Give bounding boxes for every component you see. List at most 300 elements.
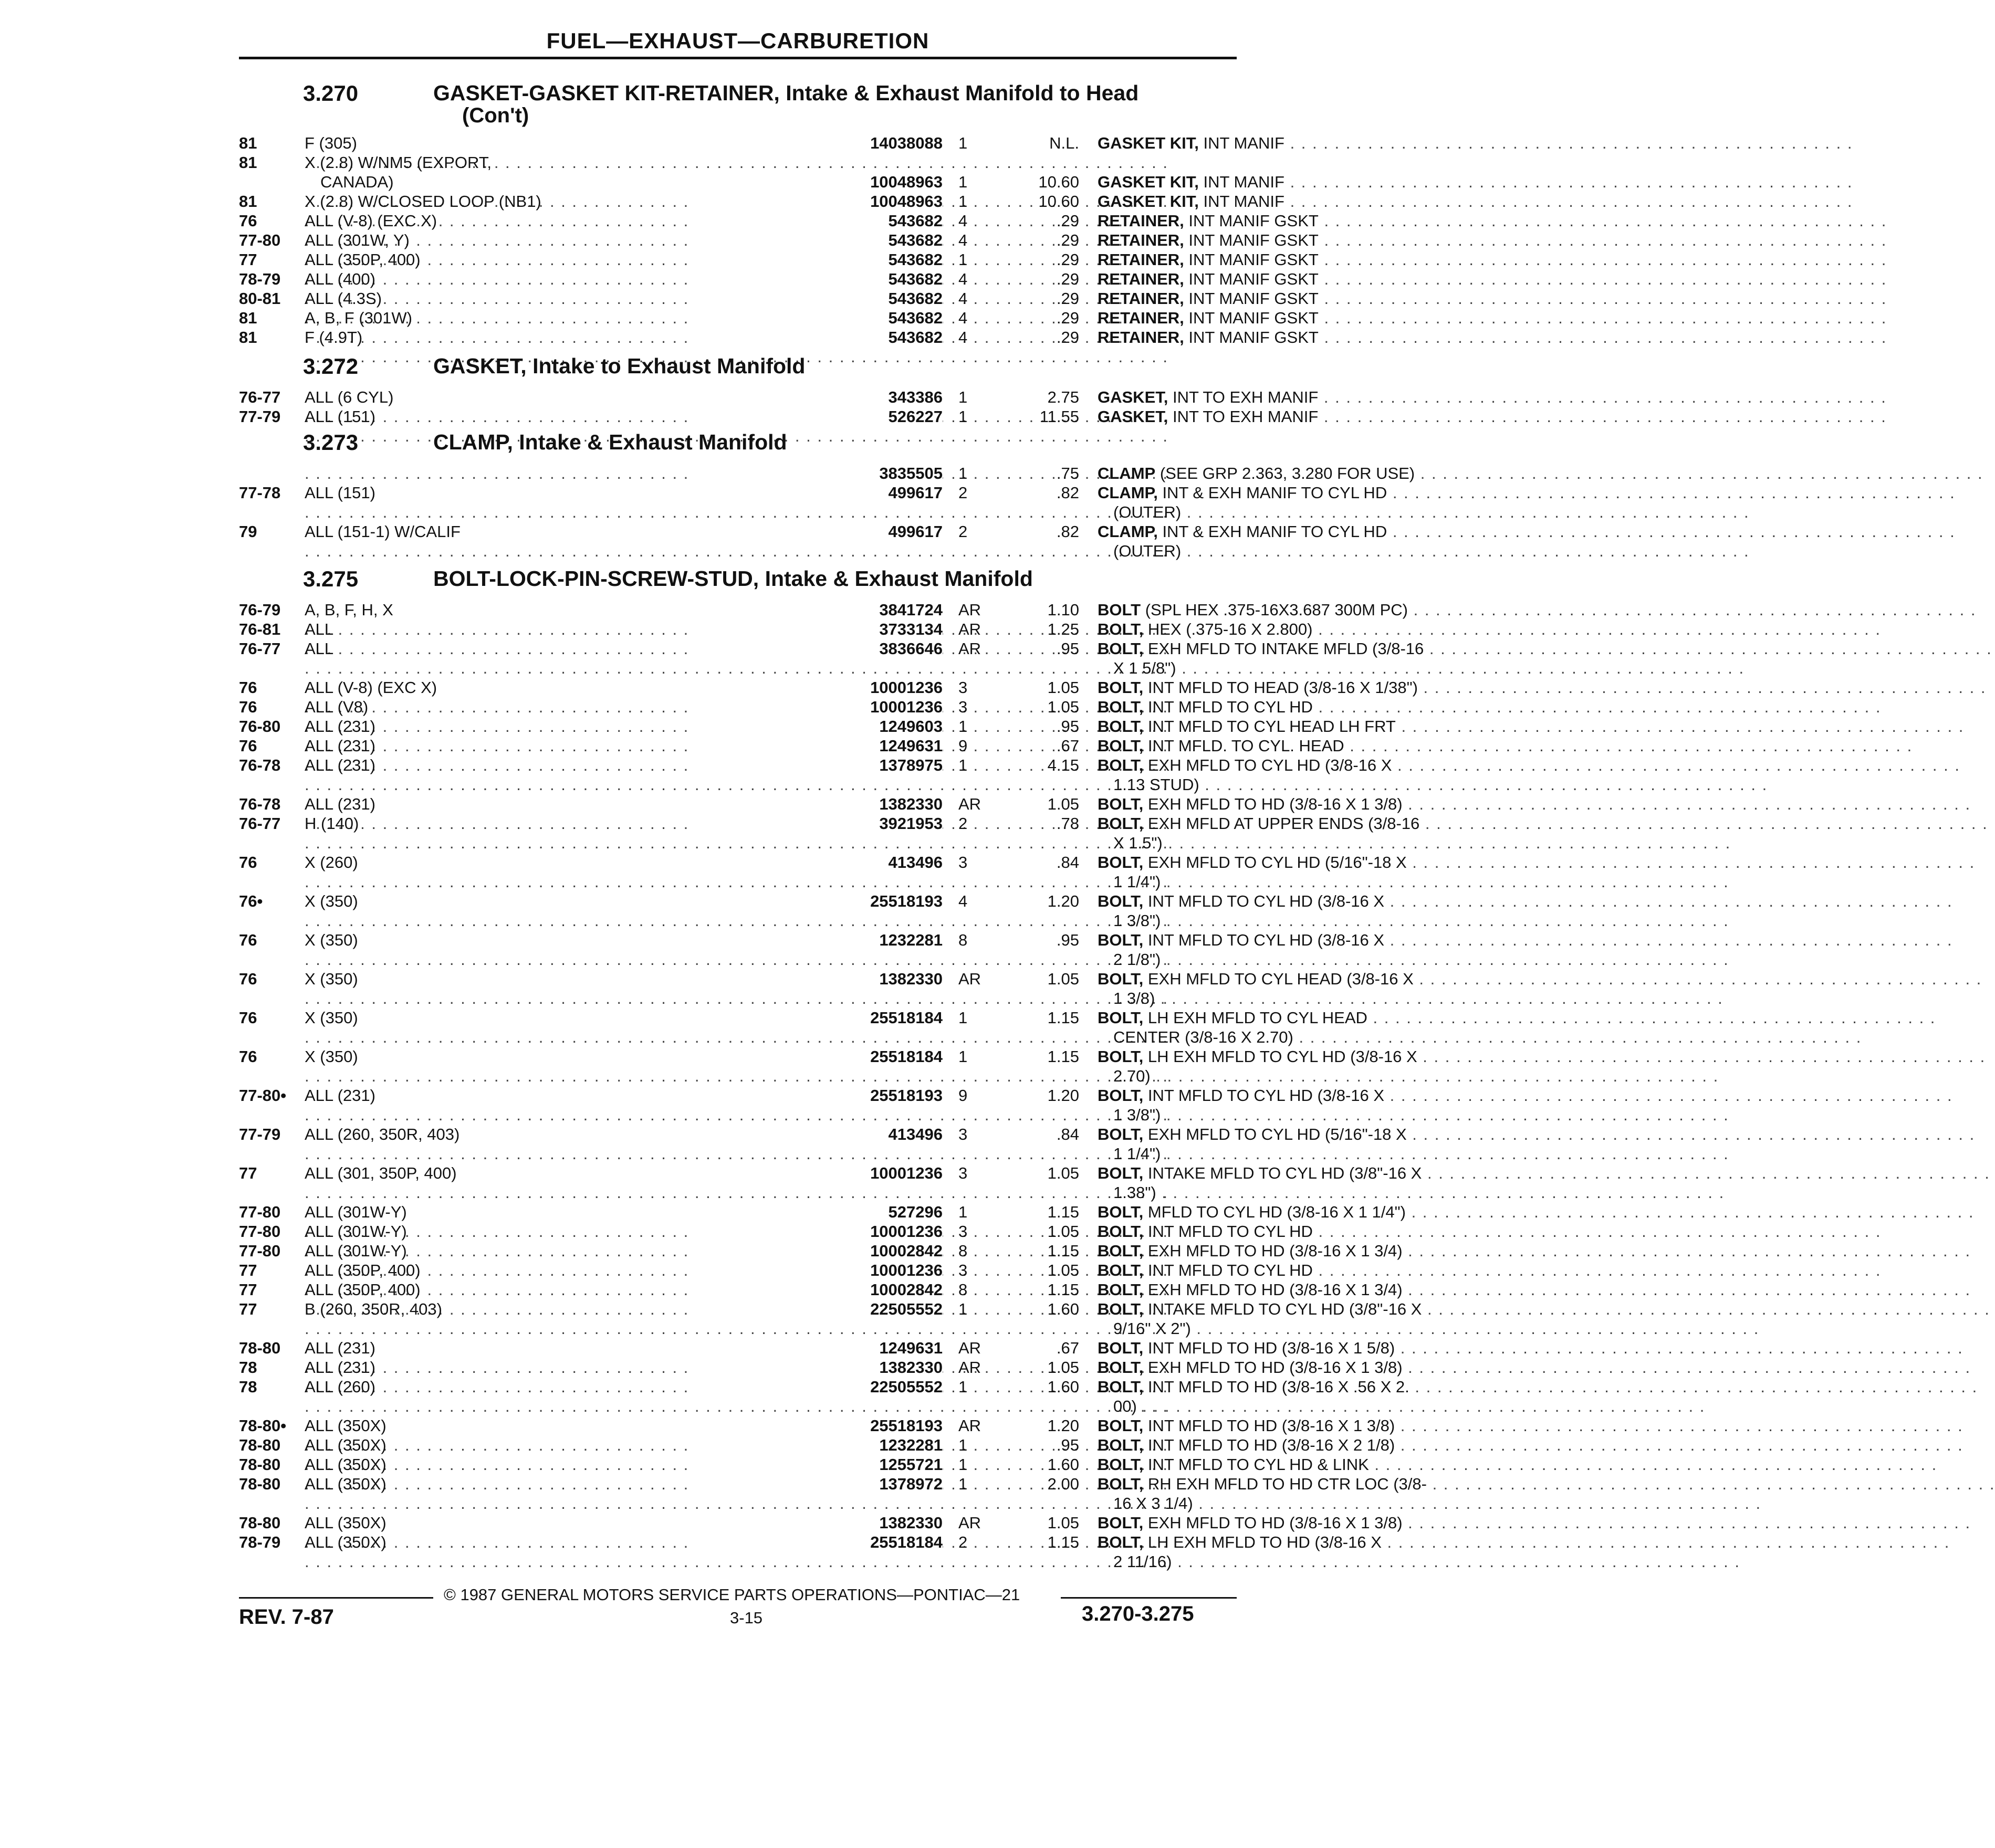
description-keyword: BOLT, [1098,1436,1144,1454]
description-text: 16 X 3 1/4) [1113,1494,1193,1513]
quantity: 8 [958,1280,968,1299]
description-line [1098,464,1476,483]
quantity: 1 [958,464,968,482]
model-line: ALL (V-8) (EXC X) [305,678,437,697]
description-keyword: BOLT, [1098,1280,1144,1299]
part-description [1098,133,1476,153]
section-header [239,559,1237,600]
price: .29 [1056,328,1079,346]
description-line [1098,1416,1476,1435]
part-description [1098,755,1476,794]
description-text: 1.38") [1113,1183,1156,1202]
description-text: INT MFLD TO CYL HD (3/8-16 X [1143,892,1385,910]
model-year: 78-79 [239,1533,281,1551]
model-year: 78-80• [239,1416,287,1435]
description-line [1098,1513,1476,1532]
table-row [239,192,1284,211]
description-keyword: BOLT, [1098,1242,1144,1260]
part-description [1098,1261,1476,1280]
description-line [1098,911,1476,930]
model-line: ALL (231) [305,756,375,774]
model-line: ALL (260, 350R, 403) [305,1125,460,1143]
model-year: 77-80 [239,1222,281,1241]
model-line: ALL (231) [305,737,375,755]
description-text: 1 3/8") [1113,911,1161,930]
part-description [1098,1125,1476,1163]
price: 1.05 [1047,970,1079,988]
model-line: ALL (151-1) W/CALIF [305,522,461,541]
description-line [1098,1338,1476,1358]
quantity: 8 [958,1242,968,1260]
description-text: (SPL HEX .375-16X3.687 300M PC) [1141,601,1408,619]
model-line: ALL (151) [305,407,375,426]
description-text: 1 3/8") [1113,1106,1161,1124]
description-line [1098,891,1476,911]
description-line [1098,620,1476,639]
part-number: 10001236 [691,697,943,717]
description-line [1098,697,1476,717]
part-number: 1249631 [691,736,943,755]
part-number: 1249603 [691,717,943,736]
description-keyword: BOLT, [1098,717,1144,736]
description-line [1098,1047,1476,1066]
description-line [1098,1027,1476,1047]
model-year: 76 [239,1047,257,1066]
section-title-continued: (Con't) [462,104,529,127]
quantity: 4 [958,270,968,288]
description-text: INT MFLD TO CYL HD [1143,698,1313,716]
description-line [1098,1494,1476,1513]
part-description [1098,1299,1476,1338]
description-keyword: RETAINER, [1098,328,1184,346]
model-year: 76-81 [239,620,281,638]
model-line: H (140) [305,814,359,833]
quantity: 1 [958,134,968,152]
part-number: 543682 [691,211,943,230]
description-text: CENTER (3/8-16 X 2.70) [1113,1028,1293,1046]
model-year: 76-80 [239,717,281,736]
model-line: A, B, F, H, X [305,601,393,619]
description-line [1098,989,1476,1008]
page-header [239,22,1237,59]
price: 1.20 [1047,892,1079,910]
part-description [1098,1513,1476,1532]
part-number: 413496 [691,853,943,872]
description-text: 1 1/4") [1113,1144,1161,1163]
description-text: INTAKE MFLD TO CYL HD (3/8"-16 X [1143,1300,1422,1318]
part-number: 22505552 [691,1377,943,1396]
part-number: 1382330 [691,1358,943,1377]
model-year: 77 [239,1261,257,1279]
table-row [239,1125,1407,1163]
description-text: (SEE GRP 2.363, 3.280 FOR USE) [1155,464,1415,482]
description-keyword: RETAINER, [1098,309,1184,327]
part-description [1098,814,1476,853]
description-text: X 1.5") [1113,834,1163,852]
part-description [1098,639,1476,678]
model-line: ALL (350P, 400) [305,250,421,269]
price: 1.15 [1047,1047,1079,1066]
part-description [1098,1008,1476,1047]
table-row [239,678,1418,697]
description-line [1098,1086,1476,1105]
parts-section [239,423,1415,561]
section-title: GASKET-GASKET KIT-RETAINER, Intake & Exhaust Manifold to Head [433,81,1139,105]
table-row [239,1261,1313,1280]
price: .78 [1056,814,1079,833]
description-keyword: BOLT, [1098,756,1144,774]
description-text: INT MFLD TO CYL HEAD LH FRT [1143,717,1396,736]
part-description [1098,697,1476,717]
quantity: 3 [958,1125,968,1143]
price: .84 [1056,1125,1079,1143]
price: .82 [1056,522,1079,541]
price: 1.25 [1047,620,1079,638]
model-line: ALL (350X) [305,1475,387,1493]
part-description [1098,153,1476,192]
quantity: 2 [958,522,968,541]
description-keyword: RETAINER, [1098,231,1184,249]
model-year: 76-77 [239,814,281,833]
price: .84 [1056,853,1079,872]
quantity: AR [958,1339,981,1357]
price: 1.20 [1047,1086,1079,1105]
price: .29 [1056,231,1079,249]
model-year: 76 [239,698,257,716]
description-line [1098,833,1476,853]
model-line: X (350) [305,892,358,910]
model-line: CANADA) [320,173,394,191]
model-line: ALL (400) [305,270,375,288]
description-line [1098,1105,1476,1125]
part-number: 499617 [691,522,943,541]
part-number: 25518184 [691,1008,943,1027]
description-text: EXH MFLD TO HD (3/8-16 X 1 3/4) [1143,1280,1403,1299]
table-row [239,697,1313,717]
model-year: 78-80 [239,1475,281,1493]
model-line: ALL (350P, 400) [305,1280,421,1299]
model-line: ALL (V8) [305,698,369,716]
table-row [239,1377,1409,1416]
table-row [239,620,1313,639]
part-description [1098,192,1476,211]
model-line: X (260) [305,853,358,872]
part-number: 543682 [691,308,943,328]
table-row [239,387,1319,407]
quantity: 2 [958,814,968,833]
table-row [239,1008,1367,1047]
model-year: 76-78 [239,756,281,774]
description-text: 2 11/16) [1113,1552,1172,1571]
model-year: 78 [239,1378,257,1396]
description-keyword: BOLT [1098,601,1141,619]
description-line [1098,736,1476,755]
description-text: INT & EXH MANIF TO CYL HD [1157,522,1387,541]
table-row [239,1416,1395,1435]
description-line [1098,1299,1476,1319]
description-keyword: BOLT, [1098,1300,1144,1318]
model-year: 77-79 [239,1125,281,1143]
description-text: 1.13 STUD) [1113,775,1199,794]
model-year: 76 [239,212,257,230]
description-keyword: RETAINER, [1098,212,1184,230]
model-line: ALL (350X) [305,1416,387,1435]
table-row [239,1299,1422,1338]
description-text: HEX (.375-16 X 2.800) [1143,620,1313,638]
table-row [239,269,1319,289]
quantity: 2 [958,1533,968,1551]
model-year: 77 [239,1280,257,1299]
part-number: 1378972 [691,1474,943,1494]
table-row [239,464,1415,483]
model-year: 78-80 [239,1436,281,1454]
model-year: 76 [239,1009,257,1027]
model-line: ALL (301W-Y) [305,1203,407,1221]
description-text: INT MFLD TO HD (3/8-16 X 1 5/8) [1143,1339,1395,1357]
model-year: 76 [239,853,257,872]
price: 1.15 [1047,1242,1079,1260]
part-number: 25518193 [691,1416,943,1435]
part-number: 10001236 [691,678,943,697]
table-row [239,1047,1417,1086]
table-row [239,328,1319,347]
description-keyword: BOLT, [1098,1222,1144,1241]
model-line: ALL (301W-Y) [305,1222,407,1241]
quantity: 3 [958,698,968,716]
description-text: EXH MFLD TO INTAKE MFLD (3/8-16 [1143,639,1424,658]
description-keyword: GASKET, [1098,388,1168,406]
quantity: 1 [958,192,968,211]
price: .29 [1056,270,1079,288]
description-line [1098,211,1476,230]
description-line [1098,192,1476,211]
description-keyword: BOLT, [1098,1358,1144,1377]
table-row [239,153,1284,192]
description-keyword: CLAMP [1098,464,1156,482]
price: .95 [1056,639,1079,658]
description-line [1098,1552,1476,1571]
section-title: GASKET, Intake to Exhaust Manifold [433,354,806,378]
description-keyword: BOLT, [1098,1533,1144,1551]
price: .29 [1056,309,1079,327]
price: .75 [1056,464,1079,482]
quantity: 1 [958,1203,968,1221]
part-description [1098,483,1476,522]
description-line [1098,289,1476,308]
model-year: 81 [239,153,257,172]
model-line: ALL (4.3S) [305,289,382,308]
description-text: INT MANIF GSKT [1184,289,1319,308]
price: 11.55 [1039,407,1079,426]
quantity: 4 [958,309,968,327]
price: 1.60 [1047,1300,1079,1318]
description-line [1098,308,1476,328]
part-description [1098,1241,1476,1261]
model-year: 81 [239,192,257,211]
table-row [239,289,1319,308]
table-row [239,969,1414,1008]
model-line: ALL (231) [305,1358,375,1377]
table-row [239,755,1392,794]
model-year: 77 [239,1300,257,1318]
quantity: 1 [958,1378,968,1396]
part-number: 526227 [691,407,943,426]
description-line [1098,541,1476,561]
table-row [239,794,1403,814]
description-line [1098,1280,1476,1299]
part-description [1098,1416,1476,1435]
part-number: 22505552 [691,1299,943,1319]
part-description [1098,308,1476,328]
description-line [1098,1144,1476,1163]
table-row [239,1338,1395,1358]
part-number: 10002842 [691,1241,943,1261]
quantity: AR [958,1358,981,1377]
description-text: LH EXH MFLD TO HD (3/8-16 X [1143,1533,1382,1551]
model-year: 81 [239,134,257,152]
footer-page-number: 3-15 [730,1609,763,1627]
model-year: 78-80 [239,1455,281,1474]
part-description [1098,1086,1476,1125]
description-text: EXH MFLD TO CYL HD (5/16"-18 X [1143,1125,1407,1143]
table-row [239,1532,1382,1571]
description-text: (OUTER) [1113,542,1182,560]
description-keyword: BOLT, [1098,639,1144,658]
quantity: 1 [958,756,968,774]
description-text: 9/16" X 2") [1113,1319,1191,1338]
price: 4.15 [1047,756,1079,774]
model-year: 76-78 [239,795,281,813]
quantity: 1 [958,1300,968,1318]
description-keyword: BOLT, [1098,1009,1144,1027]
description-line [1098,1261,1476,1280]
table-row [239,1435,1395,1455]
table-row [239,1474,1427,1513]
model-year: 76 [239,678,257,697]
table-row [239,483,1387,522]
description-line [1098,522,1476,541]
description-line [1098,930,1476,950]
part-description [1098,1163,1476,1202]
part-number: 10001236 [691,1222,943,1241]
description-text: INT MFLD TO HD (3/8-16 X 1 3/8) [1143,1416,1395,1435]
model-line: ALL [305,620,334,638]
part-number: 25518193 [691,891,943,911]
quantity: 1 [958,1047,968,1066]
part-number: 10001236 [691,1261,943,1280]
table-row [239,1455,1369,1474]
description-text: INT MANIF GSKT [1184,328,1319,346]
description-text: LH EXH MFLD TO CYL HEAD [1143,1009,1367,1027]
model-year: 78 [239,1358,257,1377]
part-description [1098,600,1476,620]
description-text: EXH MFLD TO CYL HEAD (3/8-16 X [1143,970,1414,988]
part-number: 3836646 [691,639,943,658]
quantity: 3 [958,1222,968,1241]
description-keyword: GASKET KIT, [1098,173,1199,191]
part-description [1098,1202,1476,1222]
description-keyword: BOLT, [1098,1514,1144,1532]
table-row [239,250,1319,269]
description-text: LH EXH MFLD TO CYL HD (3/8-16 X [1143,1047,1417,1066]
description-line [1098,658,1476,678]
description-text: EXH MFLD AT UPPER ENDS (3/8-16 [1143,814,1420,833]
description-text: EXH MFLD TO CYL HD (5/16"-18 X [1143,853,1407,872]
description-text: INT MFLD TO CYL HD (3/8-16 X [1143,1086,1385,1105]
description-text: INT MANIF [1198,173,1284,191]
description-keyword: BOLT, [1098,678,1144,697]
part-number: 10001236 [691,1163,943,1183]
model-year: 76-77 [239,388,281,406]
part-number: 543682 [691,230,943,250]
description-keyword: BOLT, [1098,1164,1144,1182]
part-description [1098,230,1476,250]
price: 10.60 [1038,173,1079,191]
part-description [1098,853,1476,891]
table-row [239,736,1344,755]
quantity: 8 [958,931,968,949]
quantity: 1 [958,1455,968,1474]
section-number: 3.275 [303,566,359,591]
model-line: A, B, F (301W) [305,309,412,327]
quantity: 4 [958,231,968,249]
part-description [1098,717,1476,736]
quantity: 1 [958,173,968,191]
parts-section [239,559,1427,1571]
model-line: X (350) [305,1047,358,1066]
description-text: RH EXH MFLD TO HD CTR LOC (3/8- [1143,1475,1427,1493]
part-description [1098,1338,1476,1358]
part-number: 1382330 [691,969,943,989]
price: 1.60 [1047,1378,1079,1396]
table-row [239,1163,1422,1202]
price: 1.20 [1047,1416,1079,1435]
part-description [1098,328,1476,347]
part-description [1098,1280,1476,1299]
part-number: 543682 [691,328,943,347]
quantity: 3 [958,853,968,872]
description-line [1098,872,1476,891]
part-number: 413496 [691,1125,943,1144]
description-line [1098,717,1476,736]
part-description [1098,1532,1476,1571]
model-line: ALL (350X) [305,1533,387,1551]
model-year: 79 [239,522,257,541]
model-year: 78-80 [239,1514,281,1532]
price: .95 [1056,931,1079,949]
description-line [1098,269,1476,289]
part-number: 1378975 [691,755,943,775]
part-number: 3835505 [691,464,943,483]
model-line: ALL (231) [305,1339,375,1357]
quantity: 4 [958,892,968,910]
quantity: AR [958,1514,981,1532]
description-line [1098,1358,1476,1377]
description-text: 00) [1113,1397,1137,1415]
price: .95 [1056,1436,1079,1454]
model-year: 76 [239,931,257,949]
section-header [239,74,1237,133]
description-line [1098,775,1476,794]
table-row [239,717,1396,736]
quantity: 1 [958,717,968,736]
model-line: F (4.9T) [305,328,363,346]
quantity: AR [958,970,981,988]
model-line: ALL (231) [305,1086,375,1105]
quantity: 3 [958,1261,968,1279]
part-description [1098,387,1476,407]
description-text: INT MANIF GSKT [1184,250,1319,269]
